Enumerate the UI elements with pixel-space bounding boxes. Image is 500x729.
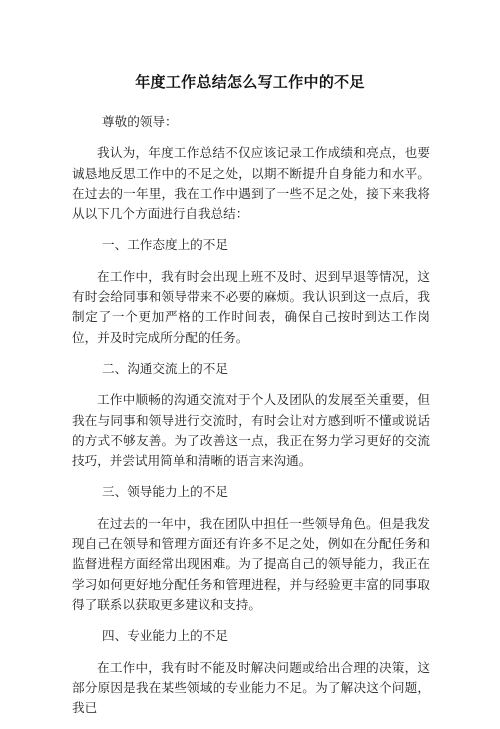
salutation: 尊敬的领导： xyxy=(102,114,178,129)
section-heading-professional: 四、专业能力上的不足 xyxy=(102,628,228,644)
section-paragraph-attitude: 在工作中，我有时会出现上班不及时、迟到早退等情况，这有时会给同事和领导带来不必要的麻烦。我认识到这一点后，我制定了一个更加严格的工作时间表，确保自己按时到达工作岗位，并及时完成所分配的任务。 xyxy=(72,268,430,345)
section-paragraph-leadership: 在过去的一年中，我在团队中担任一些领导角色。但是我发现自己在领导和管理方面还有许多不足之处，例如在分配任务和监督进程方面经常出现困难。为了提高自己的领导能力，我正在学习如何更好地分配任务和管理进程，并与经验更丰富的同事取得了联系以获取更多建议和支持。 xyxy=(72,515,430,612)
intro-paragraph: 我认为，年度工作总结不仅应该记录工作成绩和亮点，也要诚恳地反思工作中的不足之处，以期不断提升自身能力和水平。在过去的一年里，我在工作中遇到了一些不足之处，接下来我将从以下几个方面进行自我总结： xyxy=(72,145,430,222)
section-heading-leadership: 三、领导能力上的不足 xyxy=(102,484,228,500)
section-paragraph-professional: 在工作中，我有时不能及时解决问题或给出合理的决策，这部分原因是我在某些领域的专业能力不足。为了解决这个问题，我已 xyxy=(72,659,430,716)
section-paragraph-communication: 工作中顺畅的沟通交流对于个人及团队的发展至关重要，但我在与同事和领导进行交流时，有时会让对方感到听不懂或说话的方式不够友善。为了改善这一点，我正在努力学习更好的交流技巧，并尝试用简单和清晰的语言来沟通。 xyxy=(72,392,430,469)
section-heading-communication: 二、沟通交流上的不足 xyxy=(102,360,228,376)
section-heading-attitude: 一、工作态度上的不足 xyxy=(102,237,228,253)
document-body xyxy=(72,112,430,729)
document-title: 年度工作总结怎么写工作中的不足 xyxy=(135,73,365,91)
